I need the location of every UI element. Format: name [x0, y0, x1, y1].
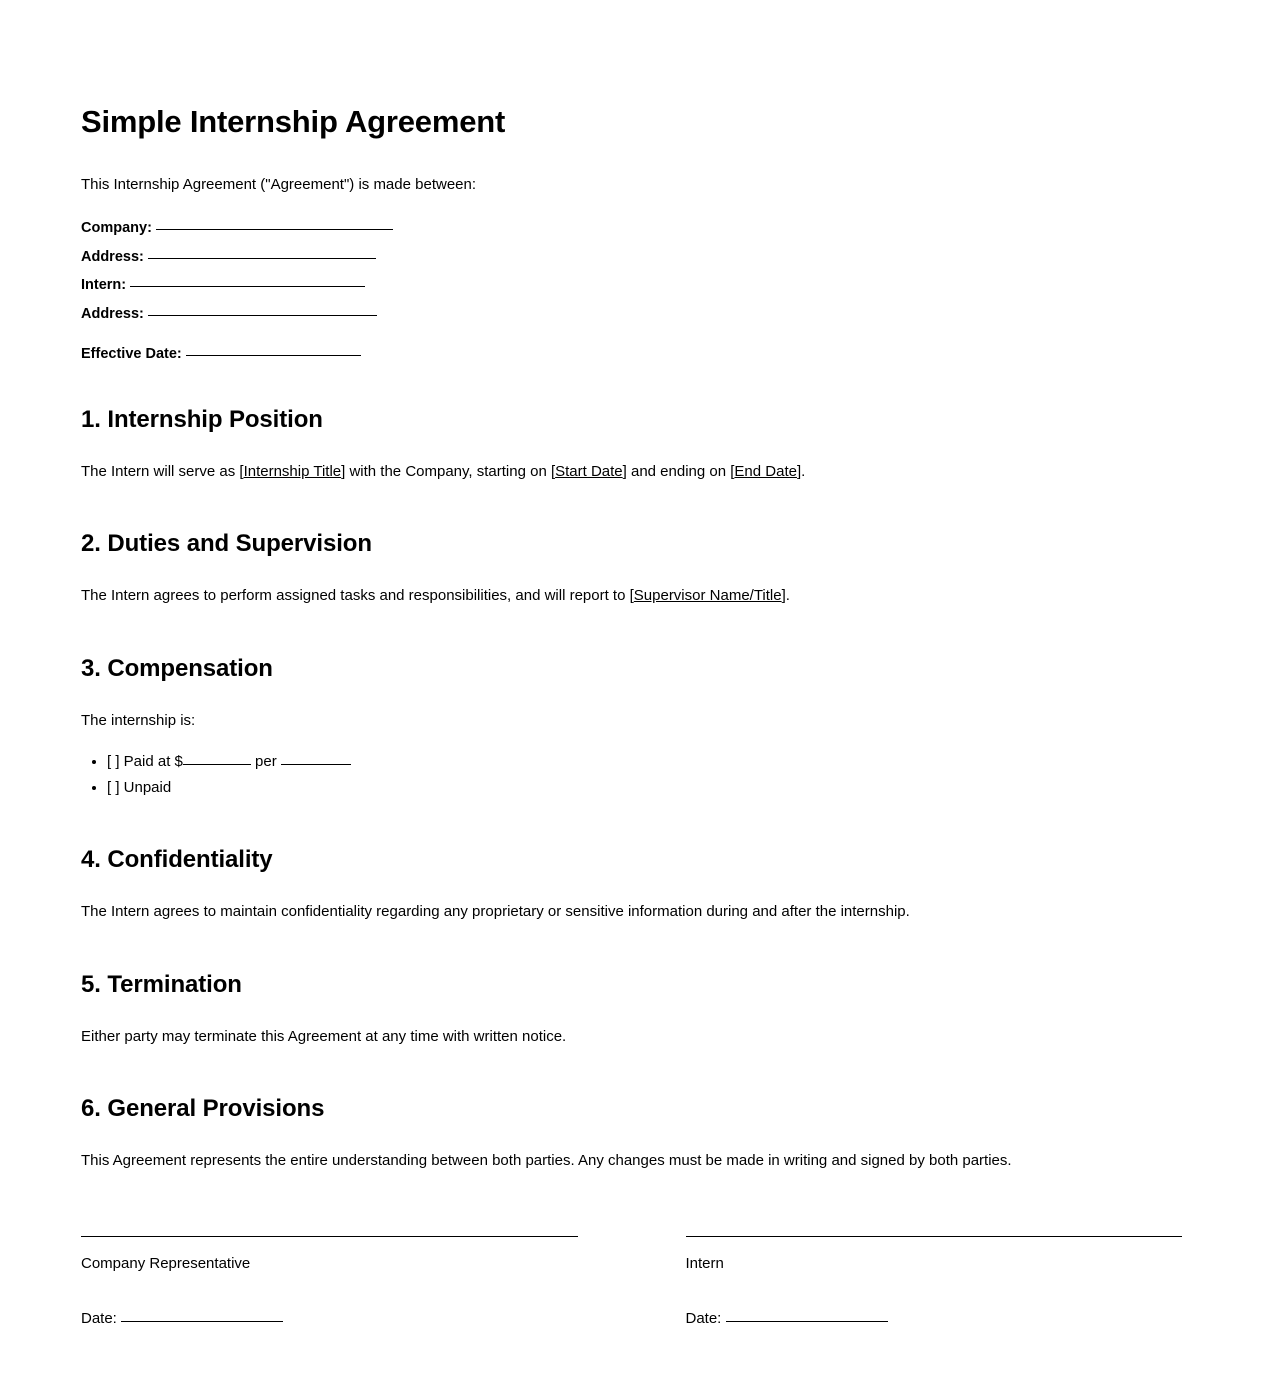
section-heading-compensation: 3. Compensation [81, 654, 273, 682]
section-heading-general: 6. General Provisions [81, 1095, 325, 1123]
placeholder-end-date[interactable]: End Date [734, 462, 797, 480]
intern-date-blank[interactable] [726, 1321, 888, 1322]
effective-date-label: Effective Date: [81, 346, 182, 363]
company-label: Company: [81, 220, 152, 237]
effective-date-input-blank[interactable] [186, 355, 361, 356]
intro-paragraph: This Internship Agreement ("Agreement") is made between: [81, 175, 477, 193]
option-paid-middle: per [250, 753, 281, 771]
company-address-label: Address: [81, 248, 144, 265]
option-unpaid[interactable]: • [ ] Unpaid [107, 775, 1182, 801]
section-general-provisions [81, 1095, 1182, 1172]
section-heading-duties: 2. Duties and Supervision [81, 530, 372, 558]
company-signature-role: Company Representative [81, 1255, 251, 1273]
placeholder-internship-title[interactable]: Internship Title [243, 462, 342, 480]
compensation-lead-in: The internship is: [81, 711, 196, 729]
company-date-label: Date: [81, 1310, 117, 1328]
duties-text-1: The Intern agrees to perform assigned tasks and responsibilities, and will report to [ [81, 587, 634, 605]
section-body-position [81, 461, 1182, 483]
company-signature-date-row [81, 1308, 578, 1329]
placeholder-supervisor[interactable]: Supervisor Name/Title [633, 587, 782, 605]
section-compensation [81, 655, 1182, 801]
position-text-4: ]. [796, 462, 806, 480]
intern-signature-date-row [686, 1308, 1183, 1329]
position-text-3: ] and ending on [ [622, 462, 735, 480]
section-body-termination: Either party may terminate this Agreement at any time with written notice. [81, 1027, 567, 1045]
position-text-2: ] with the Company, starting on [ [341, 462, 556, 480]
intern-address-field-row [81, 303, 1182, 325]
signature-column-intern [686, 1236, 1183, 1329]
party-details-block [81, 217, 1182, 365]
section-internship-position [81, 406, 1182, 483]
section-body-duties [81, 585, 1182, 607]
intern-input-blank[interactable] [130, 286, 365, 287]
company-signature-line[interactable] [81, 1236, 578, 1237]
intern-label: Intern: [81, 277, 127, 294]
section-heading-termination: 5. Termination [81, 970, 242, 998]
option-paid-prefix: [ ] Paid at $ [107, 753, 183, 771]
intern-signature-line[interactable] [686, 1236, 1183, 1237]
section-body-general: This Agreement represents the entire understanding between both parties. Any changes must be made in writing and signed by both parties. [81, 1152, 1012, 1170]
signature-column-company [81, 1236, 578, 1329]
compensation-options-list [81, 749, 1182, 800]
intern-field-row [81, 274, 1182, 296]
company-input-blank[interactable] [156, 229, 393, 230]
section-body-confidentiality: The Intern agrees to maintain confidentiality regarding any proprietary or sensitive information during and after the internship. [81, 903, 910, 921]
paid-period-blank[interactable] [281, 764, 351, 765]
company-field-row [81, 217, 1182, 239]
position-text-1: The Intern will serve as [ [81, 462, 244, 480]
intern-signature-role: Intern [685, 1255, 724, 1273]
intern-date-label: Date: [685, 1310, 722, 1328]
duties-text-2: ]. [781, 587, 790, 605]
section-confidentiality [81, 846, 1182, 923]
effective-date-field-row [81, 343, 1182, 365]
company-address-field-row [81, 246, 1182, 268]
placeholder-start-date[interactable]: Start Date [555, 462, 623, 480]
option-paid[interactable] [107, 749, 1182, 775]
page-title: Simple Internship Agreement [81, 104, 506, 139]
intern-address-input-blank[interactable] [148, 315, 377, 316]
signature-block [81, 1236, 1182, 1329]
section-duties-supervision [81, 530, 1182, 607]
section-heading-confidentiality: 4. Confidentiality [81, 846, 273, 874]
section-termination [81, 971, 1182, 1048]
intern-address-label: Address: [81, 305, 144, 322]
paid-amount-blank[interactable] [183, 764, 251, 765]
company-date-blank[interactable] [121, 1321, 283, 1322]
company-address-input-blank[interactable] [148, 258, 376, 259]
section-heading-position: 1. Internship Position [81, 405, 323, 433]
